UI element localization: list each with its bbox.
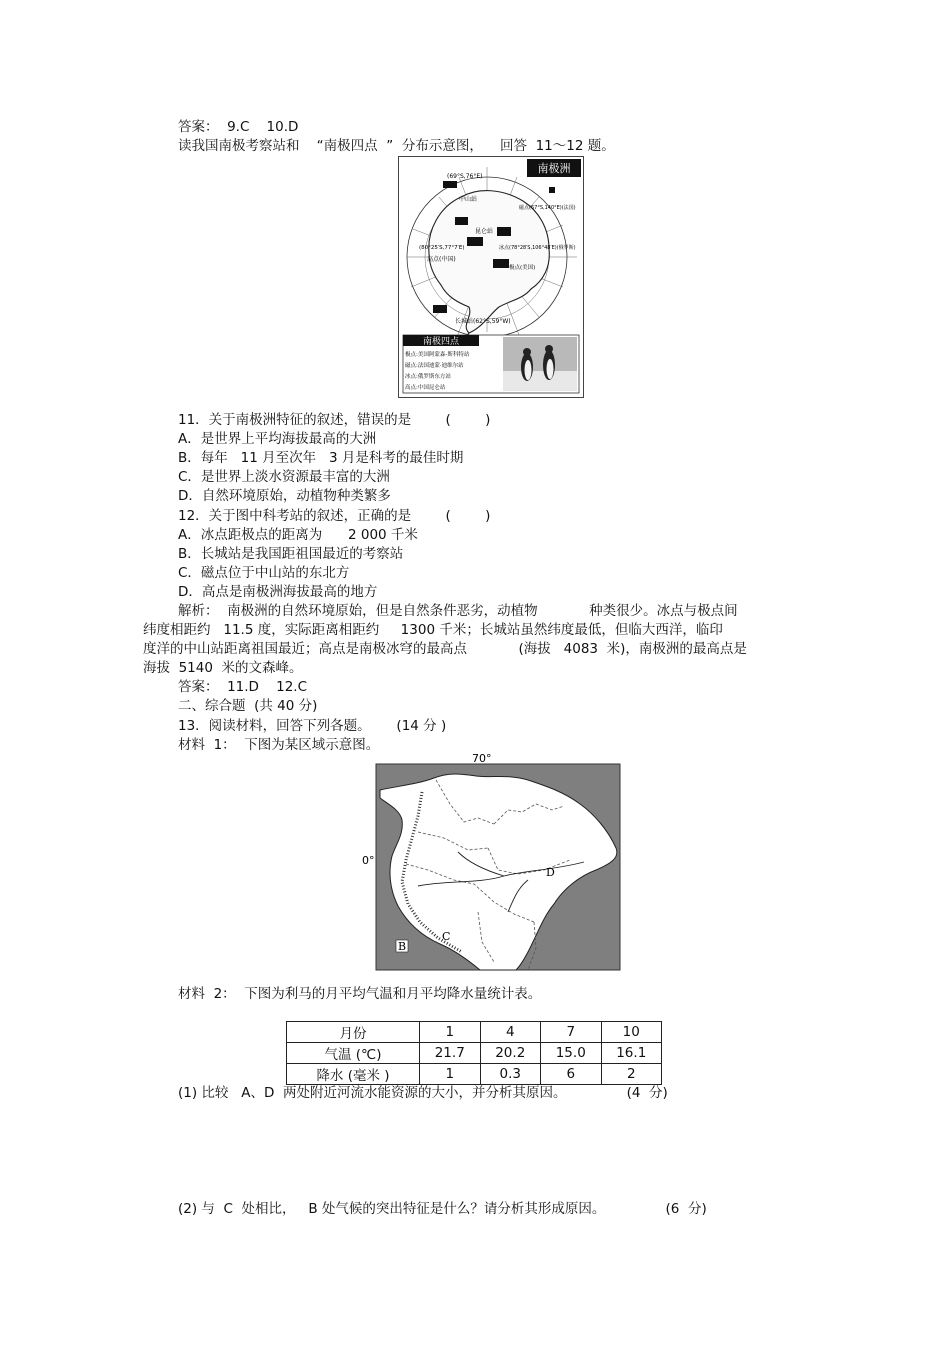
table-header-cell: 月份	[287, 1022, 420, 1043]
table-cell: 0.3	[480, 1064, 541, 1085]
option-12c: C．磁点位于中山站的东北方	[178, 565, 350, 581]
four-points-title: 南极四点	[422, 337, 460, 347]
antarctic-map-title: 南极洲	[537, 162, 571, 175]
question-13: 13．阅读材料，回答下列各题。 (14 分 )	[178, 718, 447, 734]
table-cell: 16.1	[601, 1043, 662, 1064]
label-zhongshan: 中山站	[459, 196, 478, 203]
option-11b: B．每年 11 月至次年 3 月是科考的最佳时期	[178, 450, 464, 466]
option-12a: A．冰点距极点的距离为 2 000 千米	[178, 527, 418, 543]
explanation-line-3: 度洋的中山站距离祖国最近；高点是南极冰穹的最高点 (海拔 4083 米)，南极洲的最高点是	[143, 641, 747, 657]
legend-item: 极点:美国阿蒙森-斯科特站	[405, 352, 470, 358]
table-row	[287, 1022, 662, 1043]
region-map-figure	[358, 752, 624, 974]
table-cell: 降水 (毫米 )	[287, 1064, 420, 1085]
option-12b: B．长城站是我国距祖国最近的考察站	[178, 546, 404, 562]
label-gaodian-coord: (80°25′S,77°7′E)	[419, 245, 465, 251]
explanation-line-4: 海拔 5140 米的文森峰。	[143, 660, 303, 676]
label-changcheng: 长城站(62°S,59°W)	[455, 318, 511, 325]
point-c: C	[442, 930, 451, 943]
option-11a: A．是世界上平均海拔最高的大洲	[178, 431, 377, 447]
option-11d: D．自然环境原始，动植物种类繁多	[178, 488, 391, 504]
legend-item: 冰点:俄罗斯东方站	[405, 374, 451, 380]
answer-9-10: 答案： 9.C 10.D	[178, 119, 299, 135]
table-cell: 20.2	[480, 1043, 541, 1064]
table-cell: 2	[601, 1064, 662, 1085]
legend-item: 高点:中国昆仑站	[405, 385, 446, 391]
longitude-label: 70°	[472, 752, 492, 765]
explanation-line-1: 解析： 南极洲的自然环境原始，但是自然条件恶劣，动植物 种类很少。冰点与极点间	[178, 603, 738, 619]
table-header-cell: 7	[541, 1022, 602, 1043]
climate-table	[286, 1021, 662, 1085]
label-gaodian: 高点(中国)	[427, 256, 456, 263]
material-2: 材料 2： 下图为利马的月平均气温和月平均降水量统计表。	[178, 986, 542, 1002]
antarctic-map-figure	[398, 156, 584, 398]
legend-item: 磁点:法国迪蒙·迪维尔站	[405, 363, 464, 369]
point-d: D	[546, 866, 555, 879]
table-cell: 15.0	[541, 1043, 602, 1064]
label-jidian: 极点(美国)	[509, 265, 536, 271]
label-cidian: 磁点(67°S,140°E)(法国)	[519, 205, 576, 211]
label-kunlun: 昆仑站	[475, 228, 494, 235]
question-11: 11．关于南极洲特征的叙述，错误的是 ( )	[178, 412, 491, 428]
latitude-label: 0°	[362, 854, 375, 867]
table-row	[287, 1064, 662, 1085]
point-b: B	[398, 940, 407, 953]
table-header-cell: 10	[601, 1022, 662, 1043]
subquestion-2: (2) 与 C 处相比， B 处气候的突出特征是什么？请分析其形成原因。 (6 分)	[178, 1201, 707, 1217]
table-header-cell: 1	[420, 1022, 481, 1043]
label-zhongshan-coord: (69°S,76°E)	[447, 173, 483, 180]
question-intro-11-12: 读我国南极考察站和 “南极四点 ” 分布示意图， 回答 11～12 题。	[178, 138, 615, 154]
subquestion-1: (1) 比较 A、D 两处附近河流水能资源的大小，并分析其原因。 (4 分)	[178, 1085, 668, 1101]
region-map	[358, 752, 624, 974]
label-bingdian: 冰点(78°28′S,106°48′E)(俄罗斯)	[499, 245, 576, 251]
antarctic-map	[399, 157, 583, 397]
table-row	[287, 1043, 662, 1064]
section-heading: 二、综合题 (共 40 分)	[178, 698, 318, 714]
option-11c: C．是世界上淡水资源最丰富的大洲	[178, 469, 390, 485]
table-cell: 21.7	[420, 1043, 481, 1064]
table-cell: 气温 (℃)	[287, 1043, 420, 1064]
answer-11-12: 答案： 11.D 12.C	[178, 679, 308, 695]
table-header-cell: 4	[480, 1022, 541, 1043]
explanation-line-2: 纬度相距约 11.5 度，实际距离相距约 1300 千米；长城站虽然纬度最低，但临大西洋，临印	[143, 622, 723, 638]
table-cell: 6	[541, 1064, 602, 1085]
table-cell: 1	[420, 1064, 481, 1085]
question-12: 12．关于图中科考站的叙述，正确的是 ( )	[178, 508, 491, 524]
option-12d: D．高点是南极洲海拔最高的地方	[178, 584, 378, 600]
penguin-photo	[503, 337, 577, 391]
material-1: 材料 1： 下图为某区域示意图。	[178, 737, 380, 753]
